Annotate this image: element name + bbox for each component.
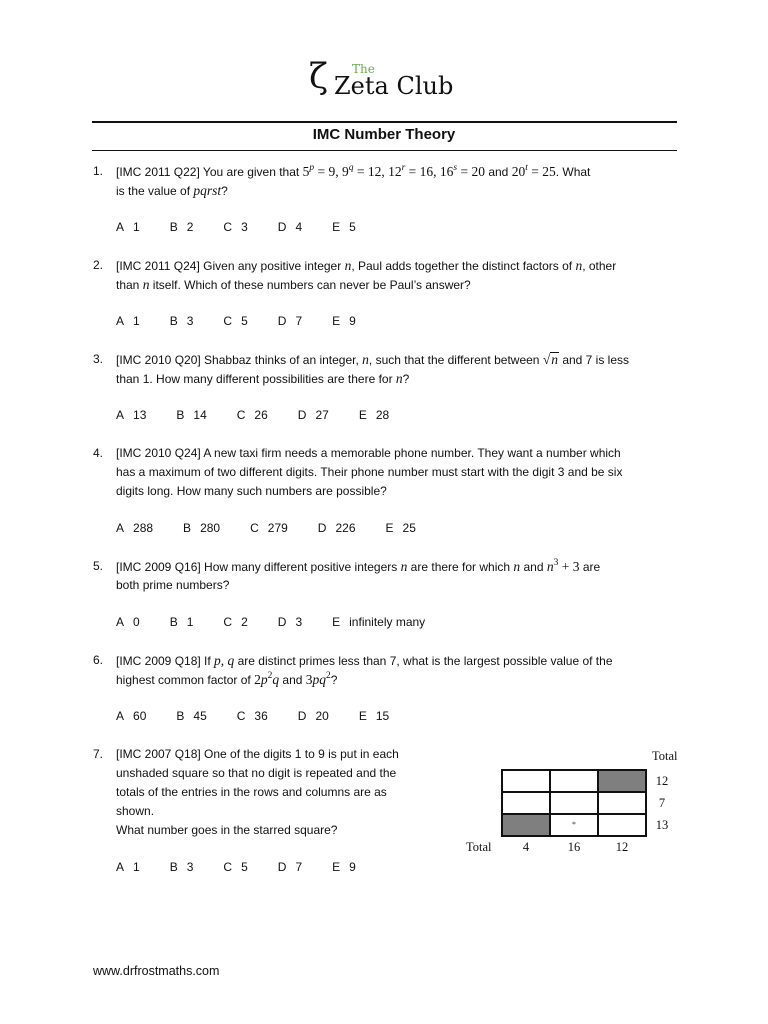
question-text-line	[116, 444, 768, 463]
column-total: 16	[567, 840, 581, 854]
option-d	[278, 218, 302, 237]
text-run: are	[579, 560, 601, 574]
option-value: 14	[193, 408, 207, 422]
option-letter: A	[116, 521, 125, 535]
grid-cell	[551, 771, 597, 791]
option-value: 28	[375, 408, 390, 422]
option-letter: C	[223, 220, 233, 234]
option-value: 25	[402, 521, 416, 535]
question-text-line	[116, 802, 768, 821]
option-letter: D	[277, 860, 287, 874]
column-total: 12	[615, 840, 629, 854]
option-value: 1	[133, 860, 140, 874]
text-run: and	[279, 673, 306, 687]
option-value: 2	[241, 615, 248, 629]
option-a	[116, 519, 153, 538]
math-expression: 20	[511, 164, 526, 179]
question-text-line	[116, 651, 768, 670]
option-value: 1	[186, 615, 194, 629]
answer-options	[116, 707, 768, 726]
text-run: than	[116, 278, 143, 292]
option-b	[170, 613, 194, 632]
text-run: , other	[582, 259, 617, 273]
option-letter: D	[277, 314, 287, 328]
option-value: 226	[335, 521, 356, 535]
option-b	[170, 218, 194, 237]
option-letter: B	[169, 615, 178, 629]
option-a	[116, 218, 140, 237]
option-letter: D	[277, 220, 287, 234]
math-variable: n	[513, 559, 521, 574]
answer-options	[116, 858, 768, 877]
math-expression: 5	[302, 164, 310, 179]
grid-cell	[503, 793, 549, 813]
text-run: itself. Which of these numbers can never be Paul’s answer?	[149, 278, 471, 292]
grid-cell	[503, 815, 549, 835]
math-variable: pq	[312, 672, 327, 687]
starred-cell	[551, 815, 597, 835]
option-value: 2	[186, 220, 194, 234]
header-rule-top	[92, 121, 677, 123]
question-text-line	[116, 670, 768, 689]
text-run: than 1. How many different possibilities are there for	[116, 372, 396, 386]
option-b	[183, 519, 220, 538]
option-letter: C	[223, 615, 233, 629]
text-run: has a maximum of two different digits. Their phone number must start with the digit 3 and be six	[116, 465, 623, 479]
row-total: 7	[658, 796, 666, 810]
question-text-line	[116, 162, 768, 181]
text-run: [IMC 2010 Q20] Shabbaz thinks of an integer,	[116, 353, 363, 367]
text-run: What number goes in the starred square?	[116, 823, 338, 837]
option-value: 3	[241, 220, 248, 234]
document-title: IMC Number Theory	[312, 126, 456, 143]
question-7	[0, 745, 768, 877]
option-letter: D	[297, 408, 307, 422]
question-number: 3.	[93, 352, 104, 366]
text-run: are distinct primes less than 7, what is the largest possible value of the	[234, 654, 613, 668]
logo-the-text: The	[352, 62, 375, 76]
answer-options	[116, 406, 768, 425]
option-letter: E	[358, 709, 367, 723]
question-text-line	[116, 181, 768, 200]
option-letter: E	[332, 615, 341, 629]
math-variable: n	[546, 559, 554, 574]
option-letter: A	[116, 709, 125, 723]
question-text-line	[116, 463, 768, 482]
option-value: 7	[295, 860, 303, 874]
question-number: 2.	[93, 258, 104, 272]
option-value: 27	[315, 408, 329, 422]
superscript-number: 3	[553, 558, 559, 568]
text-run: [IMC 2009 Q16] How many different positive integers	[116, 560, 401, 574]
superscript: q	[348, 163, 354, 173]
radicand-variable: n	[551, 352, 558, 367]
question-text-line	[116, 576, 768, 595]
row-total: 12	[655, 774, 669, 788]
text-run: highest common factor of	[116, 673, 255, 687]
option-value: 20	[315, 709, 329, 723]
text-run: and	[520, 560, 547, 574]
star-mark: *	[572, 820, 576, 829]
question-number: 4.	[93, 446, 104, 460]
digit-grid	[501, 769, 647, 837]
option-value: infinitely many	[349, 615, 426, 629]
math-variable: n	[344, 258, 352, 273]
header-rule-bottom	[92, 150, 677, 151]
option-value: 7	[295, 314, 303, 328]
text-run: [IMC 2011 Q24] Given any positive integer	[116, 259, 345, 273]
option-letter: A	[116, 314, 125, 328]
option-value: 5	[241, 860, 248, 874]
question-number: 1.	[93, 164, 104, 178]
text-run: is the value of	[116, 184, 194, 198]
superscript: p	[309, 163, 315, 173]
option-letter: B	[183, 521, 192, 535]
option-letter: D	[317, 521, 327, 535]
option-e	[332, 613, 425, 632]
math-variable: n	[395, 371, 403, 386]
math-expression: + 3	[558, 559, 580, 574]
option-value: 45	[193, 709, 207, 723]
option-value: 13	[133, 408, 147, 422]
footer-url: www.drfrostmaths.com	[93, 964, 220, 978]
option-letter: E	[358, 408, 367, 422]
question-text-line	[116, 482, 768, 501]
math-variable: n	[400, 559, 408, 574]
option-letter: A	[116, 220, 125, 234]
option-d	[298, 707, 329, 726]
math-expression: = 20	[457, 164, 485, 179]
question-text-line	[116, 783, 768, 802]
text-run: , such that the different between	[368, 353, 543, 367]
option-letter: E	[332, 220, 341, 234]
math-expression: √	[542, 352, 551, 367]
math-expression: = 9, 9	[314, 164, 349, 179]
question-number: 6.	[93, 653, 104, 667]
option-value: 288	[133, 521, 154, 535]
math-expression: 2	[254, 672, 261, 687]
option-letter: C	[250, 521, 259, 535]
option-letter: E	[332, 314, 341, 328]
option-a	[116, 312, 140, 331]
option-value: 26	[254, 408, 268, 422]
math-expression: ,	[220, 653, 228, 668]
question-text-line	[116, 764, 768, 783]
option-e	[359, 707, 389, 726]
grid-cell	[503, 771, 549, 791]
text-run: ?	[402, 372, 410, 386]
option-letter: C	[236, 408, 246, 422]
option-letter: E	[385, 521, 394, 535]
math-variable: n	[142, 277, 150, 292]
text-run: both prime numbers?	[116, 578, 230, 592]
math-variable: p	[260, 672, 268, 687]
option-value: 5	[241, 314, 248, 328]
math-variable: q	[227, 653, 235, 668]
option-c	[223, 312, 247, 331]
superscript: r	[401, 163, 406, 173]
option-b	[170, 858, 194, 877]
option-letter: C	[223, 314, 233, 328]
answer-options	[116, 613, 768, 632]
text-run: [IMC 2011 Q22] You are given that	[116, 165, 303, 179]
text-run: [IMC 2009 Q18] If	[116, 654, 215, 668]
option-d	[278, 858, 302, 877]
question-text-line	[116, 350, 768, 369]
question-text-line	[116, 557, 768, 576]
option-a	[116, 858, 140, 877]
math-expression: = 16, 16	[405, 164, 454, 179]
option-value: 4	[295, 220, 303, 234]
option-letter: B	[169, 860, 178, 874]
question-4	[0, 444, 768, 538]
option-value: 0	[133, 615, 140, 629]
option-c	[223, 218, 247, 237]
option-value: 9	[349, 860, 356, 874]
text-run: [IMC 2007 Q18] One of the digits 1 to 9 is put in each	[116, 747, 399, 761]
superscript-number: 2	[267, 671, 273, 681]
math-variable: n	[575, 258, 583, 273]
superscript-number: 2	[326, 671, 331, 681]
question-list	[0, 162, 768, 896]
answer-options	[116, 519, 768, 538]
option-c	[223, 613, 247, 632]
math-variable: n	[362, 352, 369, 367]
option-value: 60	[133, 709, 147, 723]
option-letter: B	[176, 709, 185, 723]
option-value: 3	[186, 314, 194, 328]
option-a	[116, 707, 146, 726]
question-5	[0, 557, 768, 632]
text-run: ?	[330, 673, 338, 687]
text-run: totals of the entries in the rows and columns are as	[116, 785, 387, 799]
option-letter: B	[176, 408, 185, 422]
superscript: t	[525, 163, 528, 173]
option-value: 3	[295, 615, 303, 629]
text-run: , Paul adds together the distinct factors of	[351, 259, 576, 273]
question-number: 5.	[93, 559, 104, 573]
option-b	[170, 312, 194, 331]
question-number: 7.	[93, 747, 104, 761]
text-run: ?	[221, 184, 228, 198]
question-text-line	[116, 275, 768, 294]
option-value: 5	[349, 220, 356, 234]
text-run: unshaded square so that no digit is repeated and the	[116, 766, 397, 780]
option-letter: A	[116, 860, 125, 874]
text-run: . What	[555, 165, 591, 179]
answer-options	[116, 218, 768, 237]
option-value: 280	[200, 521, 221, 535]
text-run: [IMC 2010 Q24] A new taxi firm needs a memorable phone number. They want a number which	[116, 446, 621, 460]
text-run: and	[484, 165, 512, 179]
option-c	[237, 406, 268, 425]
grid-cell	[599, 771, 645, 791]
option-value: 1	[133, 220, 140, 234]
option-e	[332, 218, 356, 237]
text-run: digits long. How many such numbers are possible?	[116, 484, 387, 498]
math-variable: q	[272, 672, 280, 687]
option-a	[116, 406, 146, 425]
option-b	[176, 406, 206, 425]
option-letter: E	[332, 860, 341, 874]
option-letter: A	[116, 408, 125, 422]
option-d	[298, 406, 329, 425]
math-expression: = 12, 12	[353, 164, 402, 179]
option-letter: C	[223, 860, 233, 874]
question-text-line	[116, 256, 768, 275]
option-letter: D	[277, 615, 287, 629]
text-run: and 7 is less	[558, 353, 630, 367]
option-value: 9	[349, 314, 356, 328]
option-e	[359, 406, 389, 425]
grid-cell	[599, 815, 645, 835]
logo-name-text: Zeta Club	[334, 72, 454, 100]
grid-cell	[599, 793, 645, 813]
question-text-line	[116, 369, 768, 388]
option-letter: B	[169, 220, 178, 234]
option-value: 36	[254, 709, 268, 723]
math-expression: = 25	[527, 164, 556, 179]
question-1	[0, 162, 768, 237]
column-totals-header: Total	[466, 840, 492, 854]
superscript: s	[453, 163, 458, 173]
question-3	[0, 350, 768, 425]
question-6	[0, 651, 768, 726]
option-value: 1	[133, 314, 140, 328]
option-b	[176, 707, 206, 726]
math-variable: p	[214, 653, 221, 668]
option-letter: B	[169, 314, 178, 328]
option-letter: D	[297, 709, 307, 723]
grid-cell	[551, 793, 597, 813]
question-text-line	[116, 821, 768, 840]
question-2	[0, 256, 768, 331]
column-total: 4	[522, 840, 530, 854]
option-d	[318, 519, 356, 538]
math-expression: 3	[305, 672, 313, 687]
answer-options	[116, 312, 768, 331]
text-run: shown.	[116, 804, 155, 818]
math-variable: pqrst	[193, 183, 222, 198]
option-d	[278, 312, 302, 331]
text-run: are there for which	[407, 560, 514, 574]
option-c	[223, 858, 247, 877]
option-letter: A	[116, 615, 125, 629]
option-value: 279	[267, 521, 288, 535]
option-e	[332, 312, 356, 331]
option-value: 15	[375, 709, 390, 723]
option-letter: C	[236, 709, 246, 723]
option-c	[237, 707, 268, 726]
option-value: 3	[186, 860, 194, 874]
logo-zeta-symbol: ζ	[309, 57, 328, 97]
option-a	[116, 613, 140, 632]
option-d	[278, 613, 302, 632]
option-e	[386, 519, 416, 538]
option-e	[332, 858, 356, 877]
row-total: 13	[655, 818, 669, 832]
row-totals-header: Total	[652, 749, 678, 763]
option-c	[250, 519, 288, 538]
